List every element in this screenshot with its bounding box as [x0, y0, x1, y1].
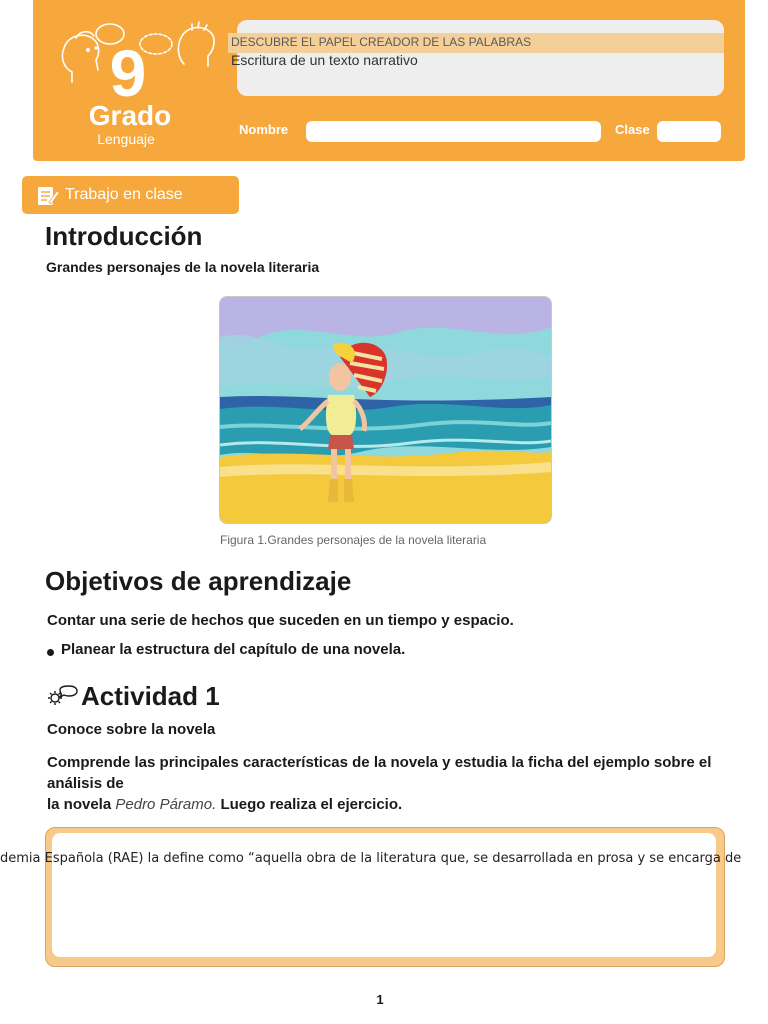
document-pencil-icon: [36, 185, 60, 207]
objective-bullet: Planear la estructura del capítulo de una novela.: [61, 641, 406, 658]
activity-instructions: Comprende las principales características de la novela y estudia la ficha del ejemplo sobre el análisis de: [47, 754, 712, 792]
unit-title: DESCUBRE EL PAPEL CREADOR DE LAS PALABRAS: [231, 35, 532, 49]
tab-label: Trabajo en clase: [65, 186, 183, 203]
class-label: Clase: [615, 122, 650, 137]
gear-speech-icon: [46, 684, 78, 708]
intro-subheading: Grandes personajes de la novela literaria: [46, 259, 320, 275]
beach-character-illustration: [219, 296, 552, 524]
grade-label: Grado: [88, 100, 172, 131]
subject-label: Lenguaje: [97, 131, 155, 147]
lesson-title: Escritura de un texto narrativo: [231, 52, 418, 68]
activity-heading: Actividad 1: [81, 681, 220, 711]
activity-subheading: Conoce sobre la novela: [47, 721, 216, 738]
instr-text: la novela: [47, 796, 112, 813]
exercise-text: demia Española (RAE) la define como “aquella obra de la literatura que, se desarrollada en prosa y se encarga de: [0, 851, 742, 866]
objectives-heading: Objetivos de aprendizaje: [45, 566, 352, 596]
name-field[interactable]: [306, 121, 601, 142]
intro-heading: Introducción: [45, 221, 203, 251]
activity-instructions-line3: [47, 796, 402, 814]
book-title: Pedro Páramo.: [115, 796, 217, 813]
class-field[interactable]: [657, 121, 721, 142]
instr-text-end: Luego realiza el ejercicio.: [220, 796, 403, 813]
figure-caption: Figura 1.Grandes personajes de la novela literaria: [220, 533, 487, 547]
bullet-dot: [47, 649, 54, 656]
grade-number: 9: [109, 36, 147, 110]
page-number: 1: [376, 992, 384, 1007]
name-label: Nombre: [239, 122, 289, 137]
objective-line: Contar una serie de hechos que suceden en un tiempo y espacio.: [47, 612, 514, 629]
